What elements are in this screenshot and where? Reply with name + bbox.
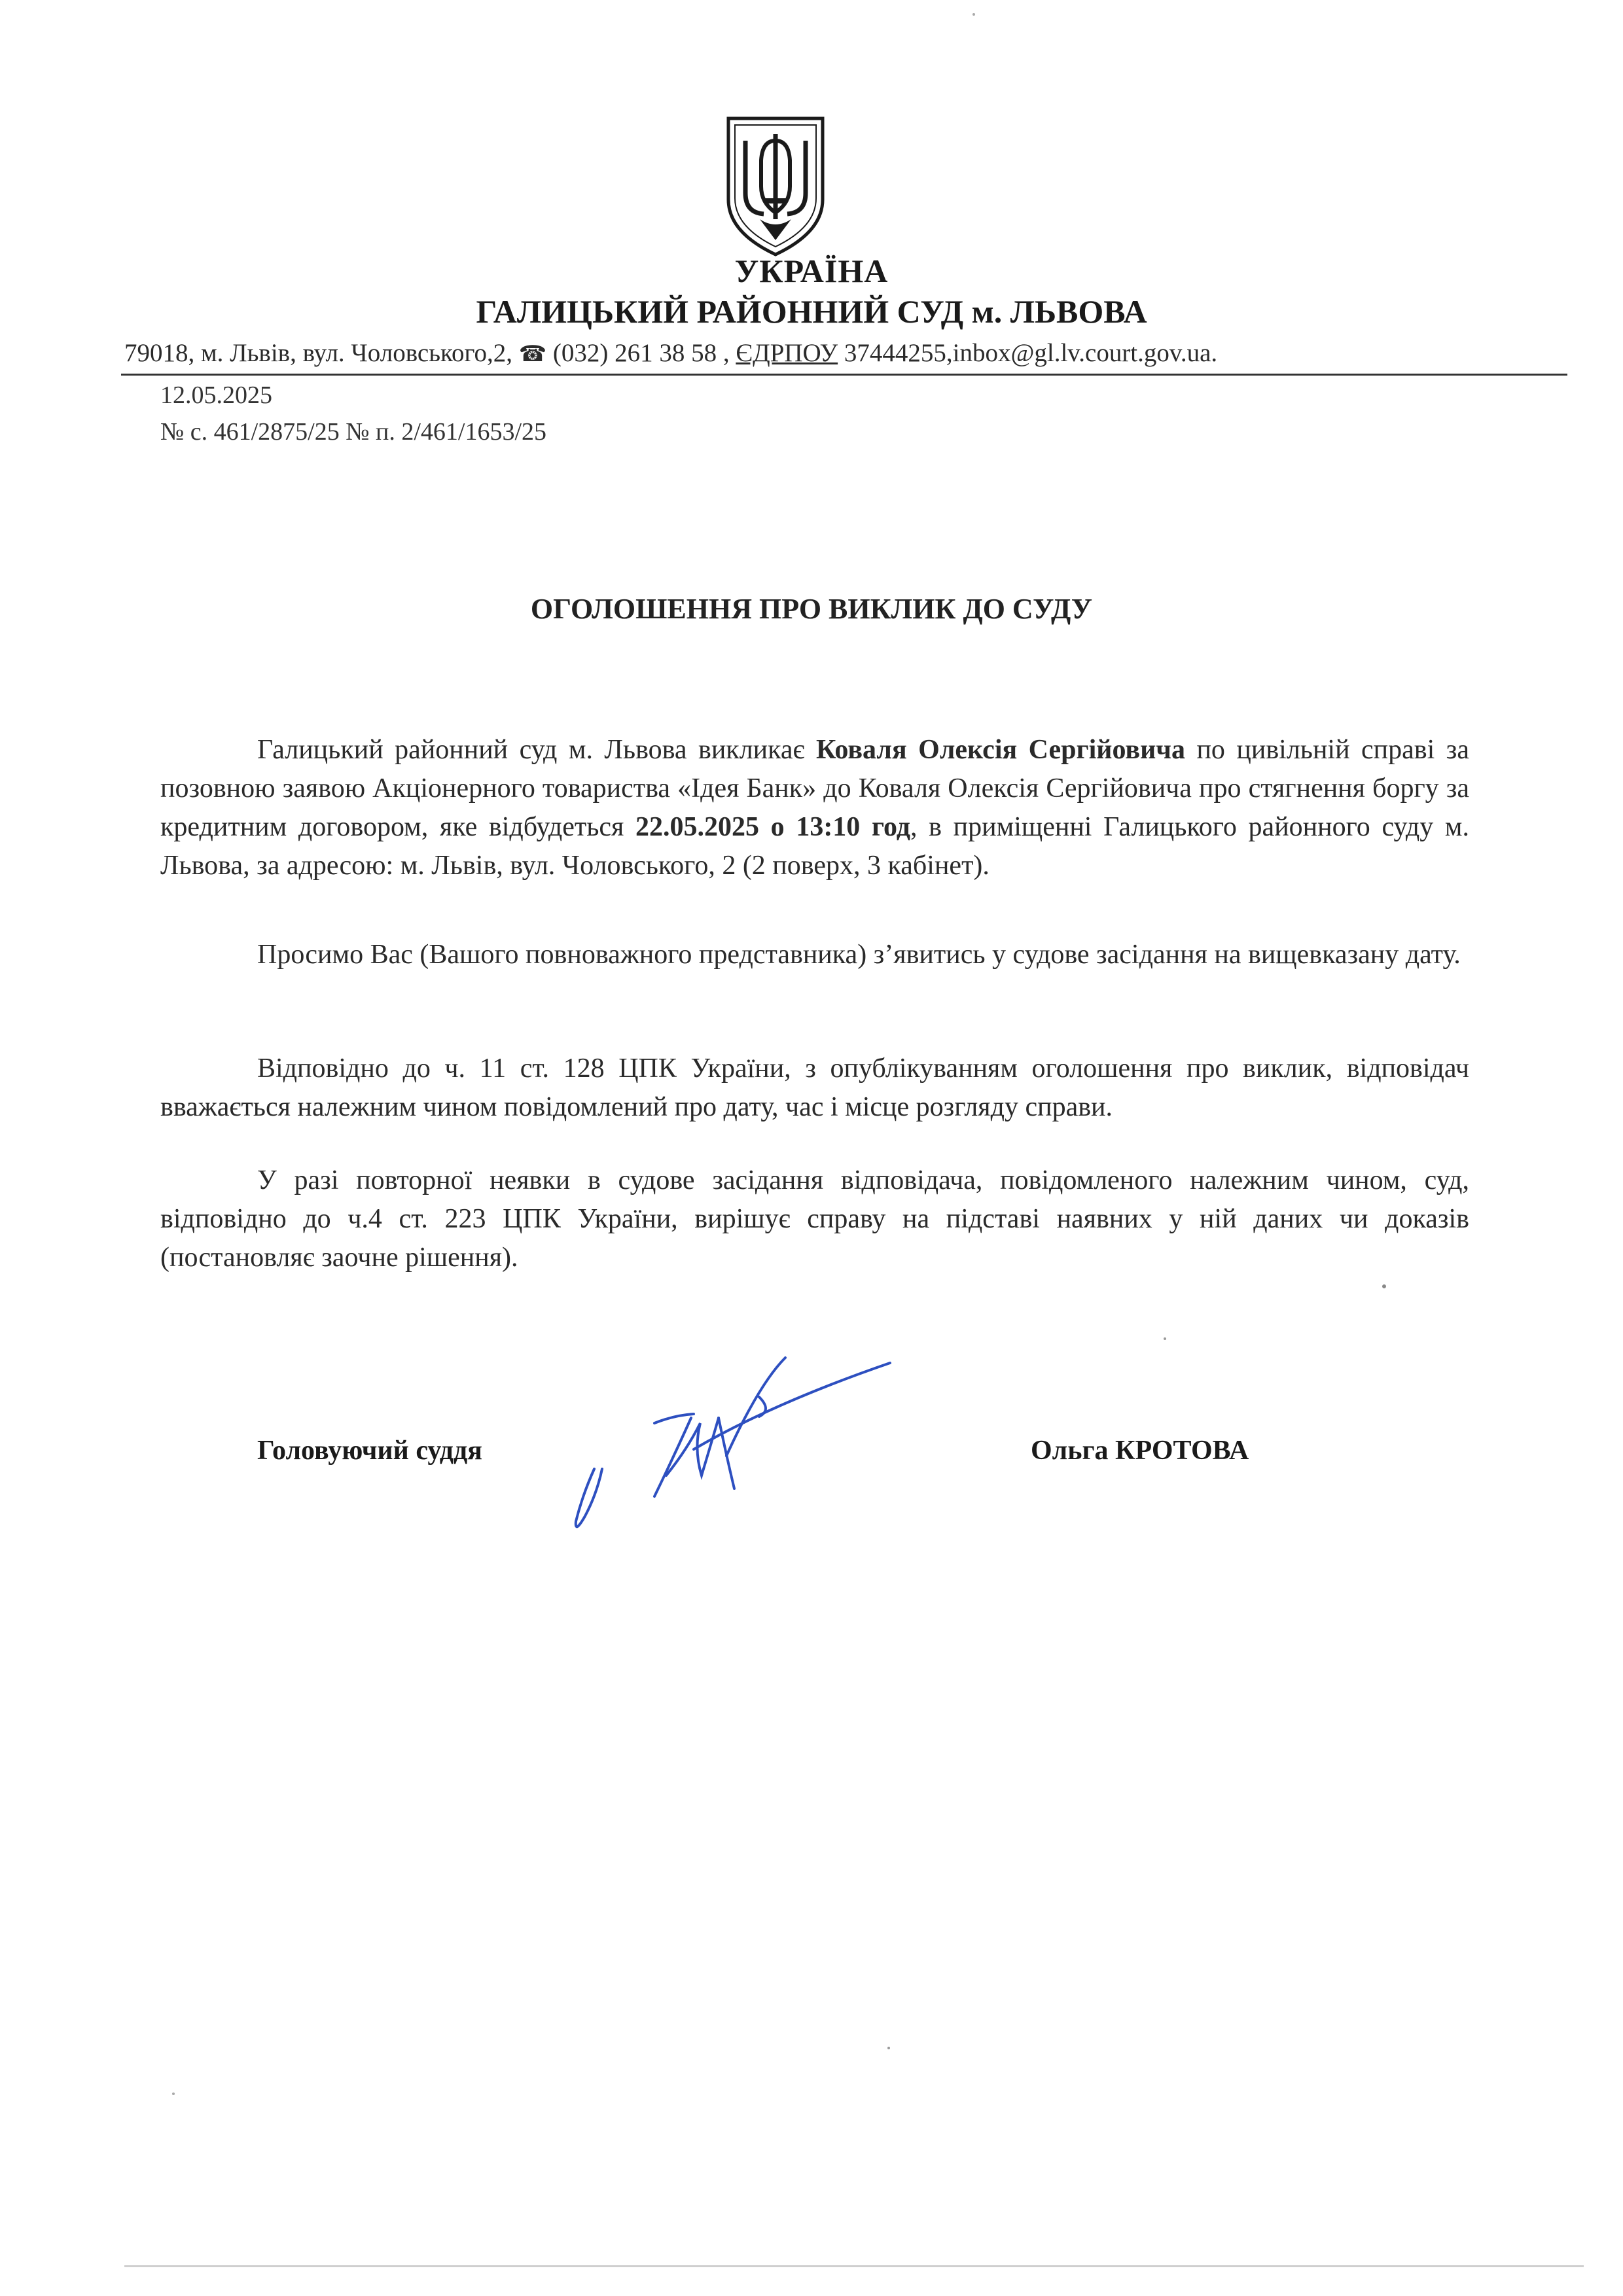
coat-of-arms-icon (723, 115, 828, 258)
case-numbers: № с. 461/2875/25 № п. 2/461/1653/25 (160, 418, 547, 446)
court-address (124, 338, 1217, 368)
signatory-title: Головуючий суддя (257, 1436, 482, 1466)
paragraph-request: Просимо Вас (Вашого повноважного представника) з’явитись у судове засідання на вищевказану дату. (257, 940, 1461, 970)
country-heading: УКРАЇНА (734, 253, 889, 289)
header-divider (121, 374, 1567, 376)
judge-name: Ольга КРОТОВА (1031, 1436, 1249, 1466)
handwritten-signature (563, 1345, 903, 1541)
phone-number: (032) 261 38 58 , (546, 339, 736, 367)
edrpou-label: ЄДРПОУ (736, 339, 838, 367)
defendant-name: Коваля Олексія Сергійовича (816, 735, 1185, 765)
hearing-datetime: 22.05.2025 о 13:10 год (635, 812, 911, 842)
edrpou-and-email: 37444255,inbox@gl.lv.court.gov.ua. (838, 339, 1218, 367)
paragraph-consequences: У разі повторної неявки в судове засідання відповідача, повідомленого належним чином, суд, відповідно до ч.4 ст. 223 ЦПК України, вирішує справу на підставі наявних у ній даних чи доказів (постановляє заочне рішення). (160, 1165, 1469, 1273)
p1-text-c: , в приміщенні Галицького районного суду м. Львова, за адресою: м. Львів, вул. Чоловського, 2 (2 поверх, 3 кабінет). (160, 812, 1469, 881)
court-heading: ГАЛИЦЬКИЙ РАЙОННИЙ СУД м. ЛЬВОВА (476, 293, 1147, 330)
telephone-icon: ☎ (518, 341, 547, 367)
paragraph-summons (160, 731, 1469, 885)
address-text: 79018, м. Львів, вул. Чоловського,2, (124, 339, 519, 367)
p1-text-b: по цивільній справі за позовною заявою Акціонерного товариства «Ідея Банк» до Коваля Олексія Сергійовича про стягнення боргу за кредитним договором, яке відбудеться (160, 735, 1469, 842)
p1-text-a: Галицький районний суд м. Львова викликає (257, 735, 817, 765)
document-date: 12.05.2025 (160, 381, 272, 409)
paragraph-legal-basis: Відповідно до ч. 11 ст. 128 ЦПК України, з опублікуванням оголошення про виклик, відповідач вважається належним чином повідомлений про дату, час і місце розгляду справи. (160, 1053, 1469, 1122)
document-title: ОГОЛОШЕННЯ ПРО ВИКЛИК ДО СУДУ (530, 593, 1093, 625)
